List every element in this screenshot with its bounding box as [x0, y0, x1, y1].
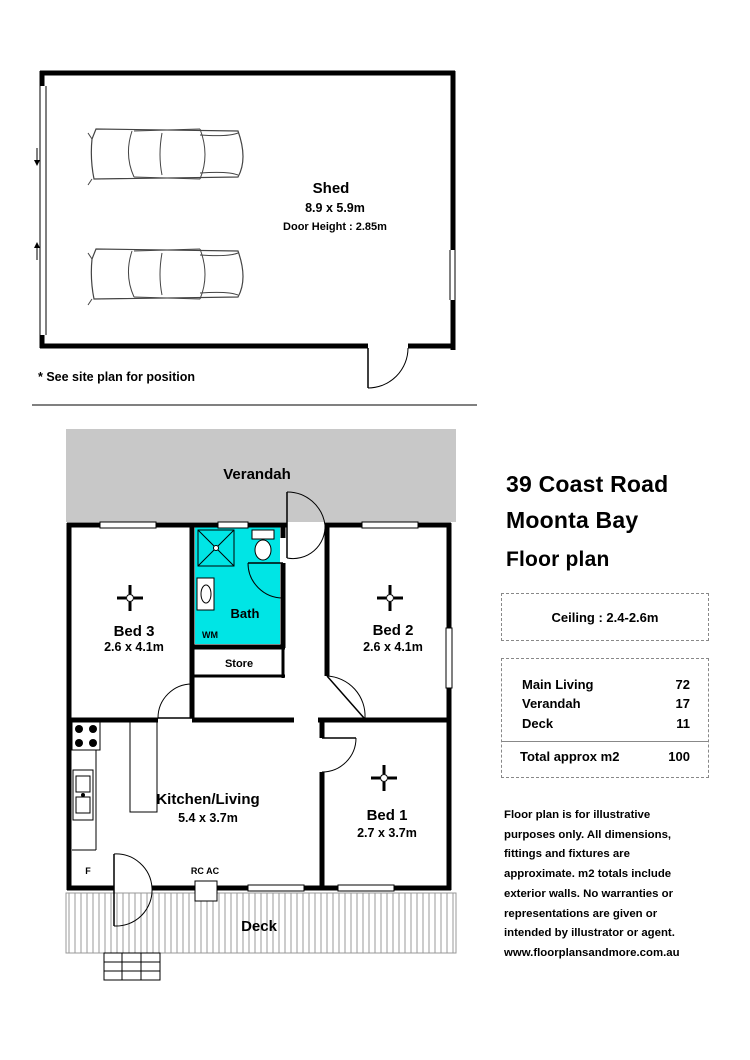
- area-value: 11: [676, 716, 690, 731]
- kitchen-living-dimensions: 5.4 x 3.7m: [178, 811, 238, 825]
- ceiling-height-text: Ceiling : 2.4-2.6m: [551, 609, 659, 625]
- deck-label: Deck: [241, 918, 277, 935]
- area-label: Main Living: [522, 677, 594, 692]
- website-link[interactable]: www.floorplansandmore.com.au: [504, 946, 680, 959]
- area-row-deck: [522, 716, 690, 731]
- roller-door-arrow-up-icon: [34, 242, 40, 260]
- area-row-total: [520, 749, 690, 764]
- verandah-label: Verandah: [223, 466, 291, 483]
- ceiling-fan-icon: [371, 765, 397, 791]
- shed-name: Shed: [312, 180, 350, 197]
- ceiling-height-box: [501, 593, 709, 641]
- disclaimer-line: intended by illustrator or agent.: [504, 927, 675, 940]
- wm-label: WM: [202, 630, 218, 640]
- vanity-basin-icon: [197, 578, 214, 610]
- area-label: Deck: [522, 716, 554, 731]
- disclaimer-line: representations are given or: [504, 907, 658, 920]
- disclaimer-line: approximate. m2 totals include: [504, 868, 672, 881]
- disclaimer-line: fittings and fixtures are: [504, 848, 630, 861]
- area-row-main-living: [522, 677, 690, 692]
- bed2-name: Bed 2: [372, 622, 414, 639]
- shed-dimensions: 8.9 x 5.9m: [305, 201, 365, 215]
- floor-plan-heading: Floor plan: [506, 548, 610, 571]
- roller-door-arrow-down-icon: [34, 148, 40, 166]
- address-line-1: 39 Coast Road: [506, 471, 669, 497]
- ceiling-fan-icon: [117, 585, 143, 611]
- bed1-dimensions: 2.7 x 3.7m: [357, 826, 417, 840]
- area-value: 17: [675, 696, 690, 711]
- area-summary-box: [501, 658, 709, 778]
- bed3-name: Bed 3: [113, 623, 155, 640]
- area-label: Verandah: [522, 696, 581, 711]
- disclaimer-line: purposes only. All dimensions,: [504, 828, 672, 841]
- area-total-value: 100: [668, 749, 690, 764]
- area-divider: [502, 741, 708, 742]
- car-icon: [88, 249, 243, 305]
- area-value: 72: [675, 677, 690, 692]
- disclaimer-line: exterior walls. No warranties or: [504, 887, 674, 900]
- shed-outline: [40, 71, 455, 350]
- shed-door-height: Door Height : 2.85m: [283, 221, 387, 233]
- store-label: Store: [224, 658, 254, 670]
- area-total-label: Total approx m2: [520, 749, 620, 764]
- rc-ac-unit-icon: [195, 881, 217, 901]
- disclaimer-line: Floor plan is for illustrative: [504, 809, 651, 821]
- fridge-label: F: [85, 866, 91, 876]
- address-line-2: Moonta Bay: [506, 507, 639, 533]
- bed1-name: Bed 1: [366, 807, 408, 824]
- disclaimer: [504, 806, 714, 964]
- ceiling-fan-icon: [377, 585, 403, 611]
- rc-ac-label: RC AC: [190, 866, 220, 876]
- kitchen-sink-icon: [73, 770, 93, 820]
- bed2-dimensions: 2.6 x 4.1m: [363, 640, 423, 654]
- deck-steps: [104, 953, 160, 980]
- cooktop-icon: [72, 722, 100, 750]
- site-plan-note: * See site plan for position: [38, 370, 195, 384]
- shed-door-icon: [368, 348, 408, 388]
- kitchen-living-name: Kitchen/Living: [156, 791, 260, 808]
- car-icon: [88, 129, 243, 185]
- bed3-dimensions: 2.6 x 4.1m: [104, 640, 164, 654]
- bath-label: Bath: [230, 606, 260, 621]
- area-row-verandah: [522, 696, 690, 711]
